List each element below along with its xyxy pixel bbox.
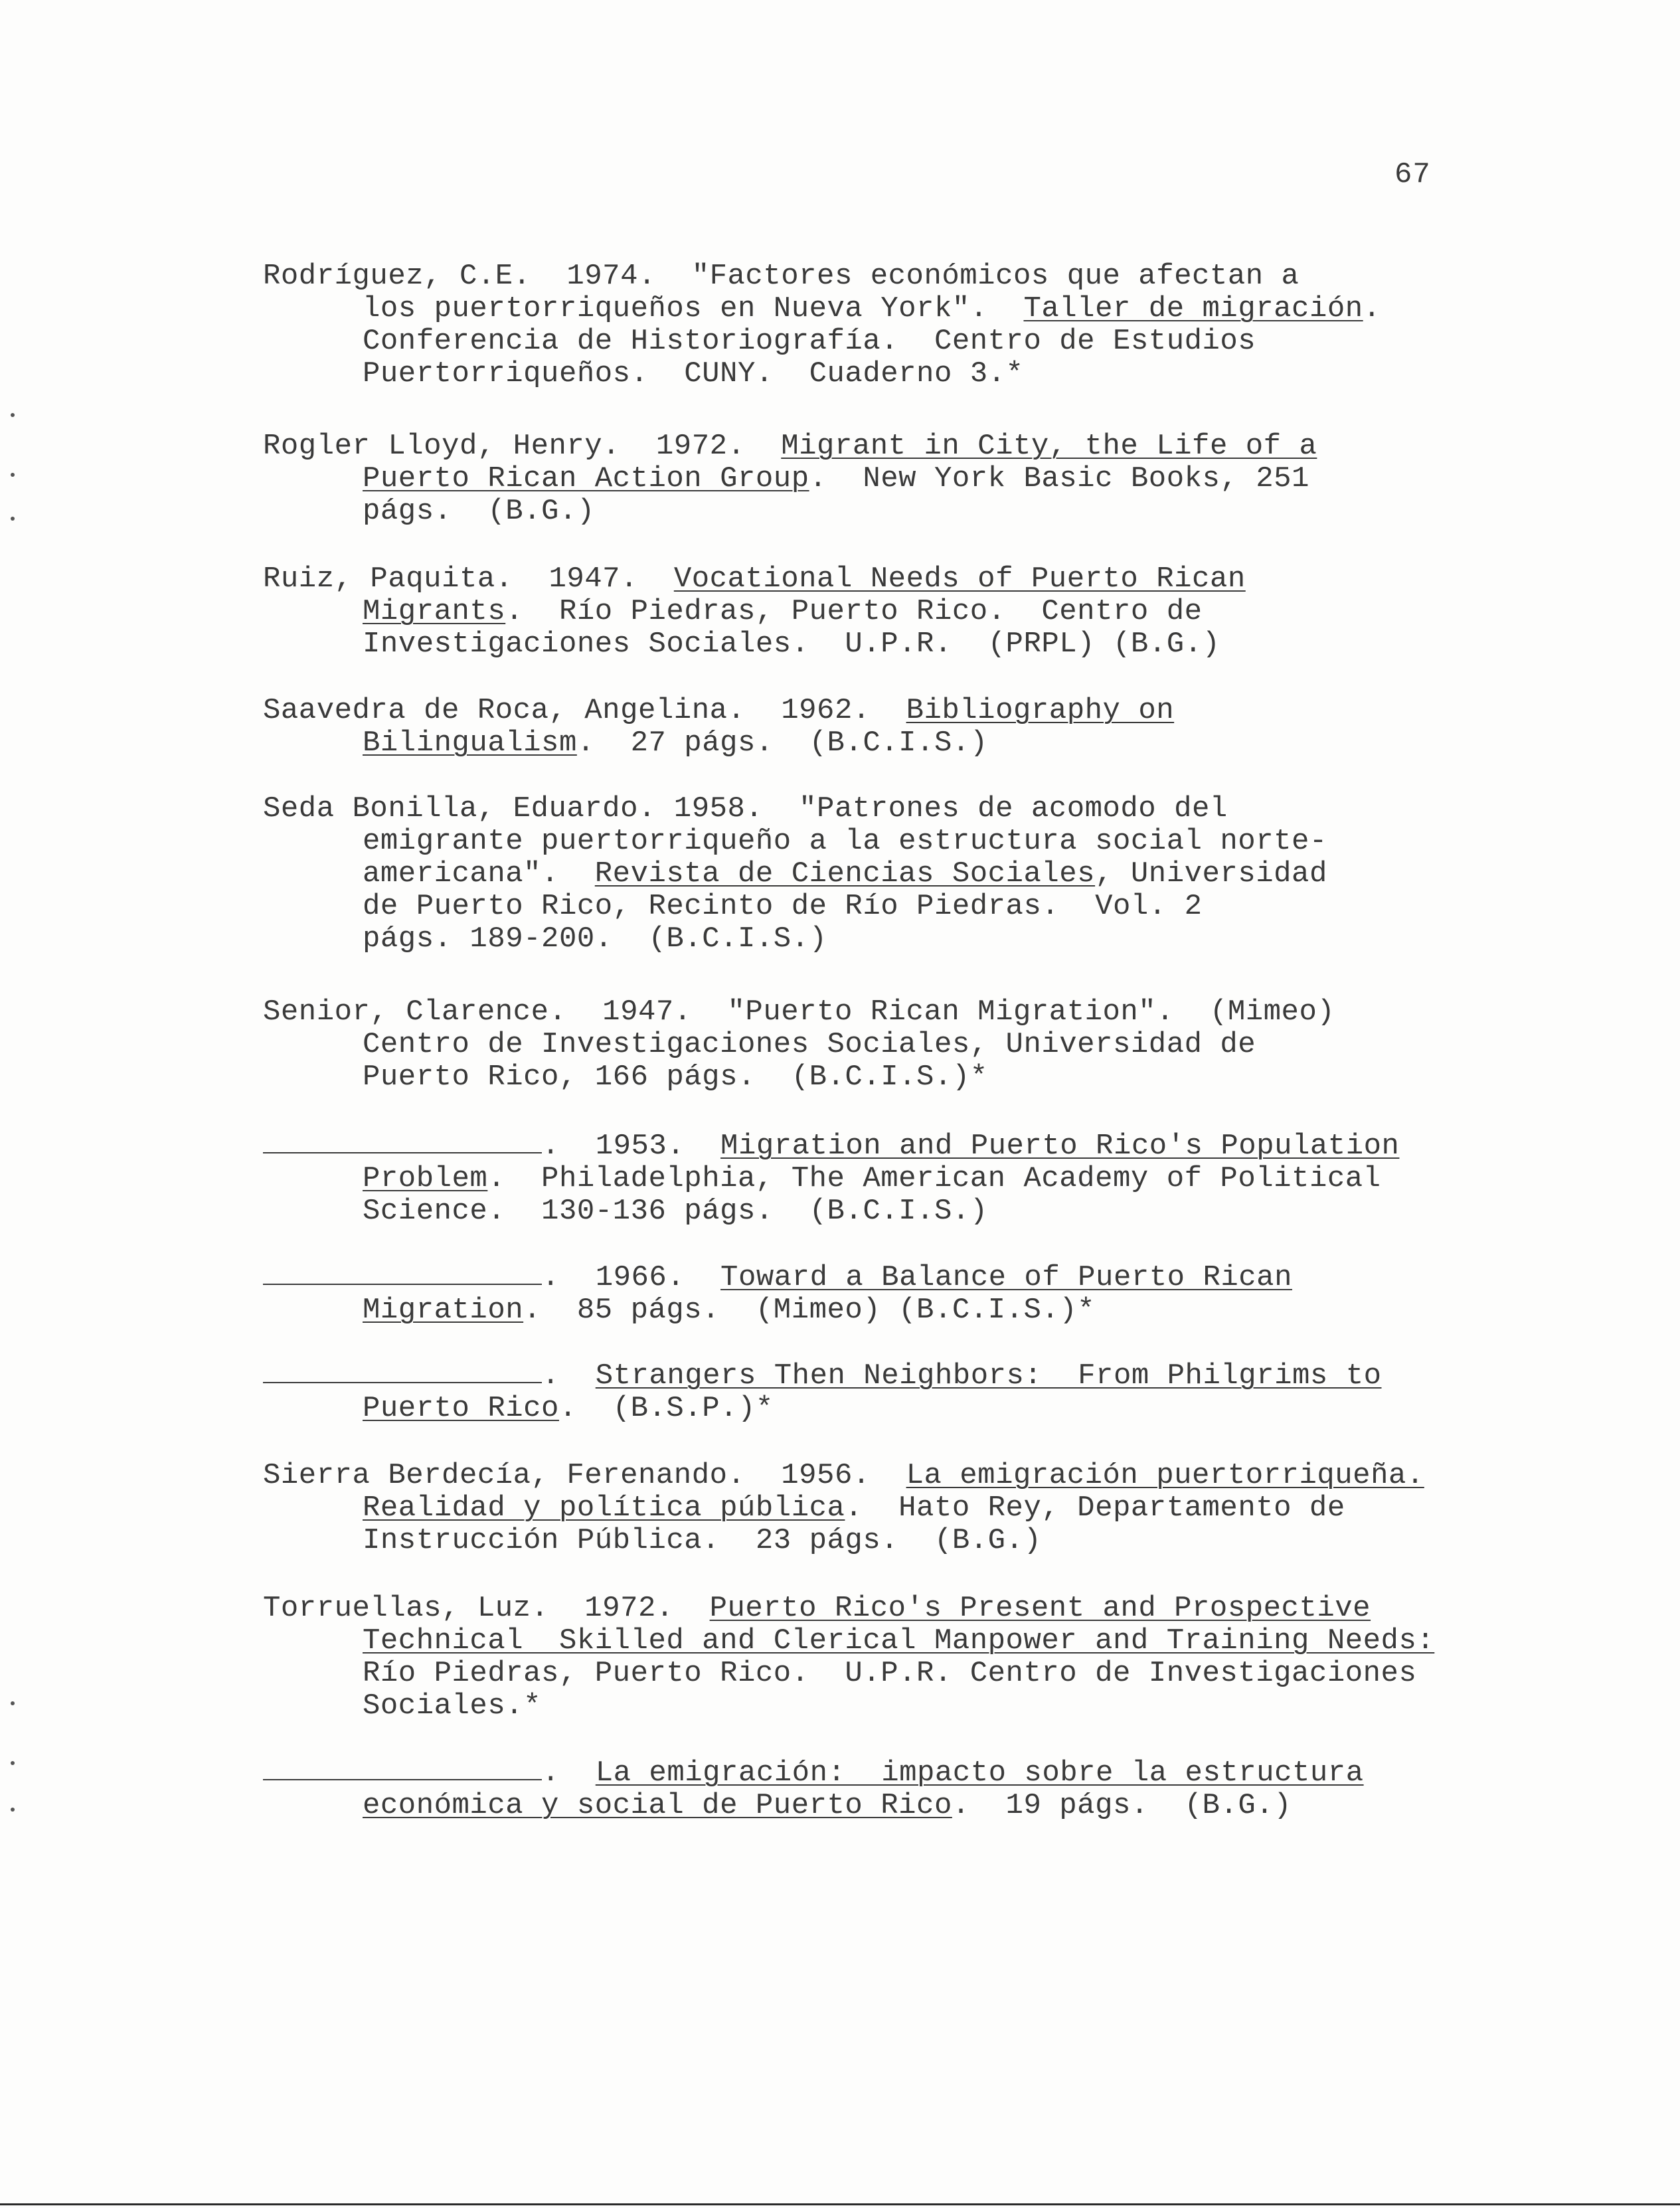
underlined-title: Problem [363, 1162, 488, 1195]
entry-text: Puerto Rico, 166 págs. (B.C.I.S.)* [363, 1061, 988, 1094]
punch-mark [11, 473, 15, 477]
entry-line [263, 1061, 1578, 1094]
entry-text: Sociales.* [363, 1689, 542, 1723]
entry-text: . 1953. [542, 1130, 721, 1163]
entry-line [263, 1790, 1578, 1822]
entry-text: emigrante puertorriqueño a la estructura social norte- [363, 825, 1327, 858]
underlined-title: Strangers Then Neighbors: From Philgrims to [595, 1359, 1382, 1393]
ditto-author-rule [263, 1276, 542, 1285]
entry-text: . 1966. [542, 1261, 721, 1294]
bibliography-entry [263, 1360, 1578, 1425]
page-number: 67 [1394, 158, 1431, 191]
entry-text: . [542, 1359, 596, 1393]
entry-line [263, 923, 1578, 956]
entry-line [263, 260, 1578, 293]
underlined-title: Bibliography on [906, 694, 1175, 727]
bibliography-entry [263, 695, 1578, 760]
punch-mark [11, 1808, 15, 1812]
bibliography-entry [263, 1460, 1578, 1557]
entry-line [263, 1525, 1578, 1557]
ditto-author-rule [263, 1771, 542, 1780]
entry-line [263, 1625, 1578, 1657]
entry-line [263, 1690, 1578, 1723]
underlined-title: Bilingualism [363, 726, 577, 760]
ditto-author-rule [263, 1144, 542, 1153]
punch-mark [11, 517, 15, 521]
entry-line [263, 1460, 1578, 1492]
underlined-title: Realidad y política pública [363, 1491, 845, 1525]
underlined-title: Puerto Rico [363, 1392, 559, 1425]
bibliography-entry [263, 1757, 1578, 1822]
bibliography-entry [263, 1130, 1578, 1228]
entry-line [263, 996, 1578, 1029]
entry-text: . [542, 1756, 596, 1790]
entry-line [263, 1130, 1578, 1163]
entry-text: Saavedra de Roca, Angelina. 1962. [263, 694, 906, 727]
entry-line [263, 1657, 1578, 1690]
entry-text: . Río Piedras, Puerto Rico. Centro de [505, 595, 1203, 628]
entry-line [263, 463, 1578, 495]
entry-text: Torruellas, Luz. 1972. [263, 1592, 710, 1625]
entry-text: Río Piedras, Puerto Rico. U.P.R. Centro de Investigaciones [363, 1657, 1417, 1690]
bibliography-entry [263, 430, 1578, 528]
underlined-title: Migration [363, 1294, 524, 1327]
page-edge-line [0, 2203, 1680, 2205]
entry-line [263, 1262, 1578, 1294]
underlined-title: Migrant in City, the Life of a [781, 430, 1317, 463]
entry-text: Seda Bonilla, Eduardo. 1958. "Patrones de acomodo del [263, 792, 1228, 825]
entry-line [263, 1592, 1578, 1625]
entry-line [263, 793, 1578, 825]
entry-text: págs. (B.G.) [363, 495, 595, 528]
entry-text: . [1363, 292, 1381, 325]
underlined-title: Puerto Rico's Present and Prospective [709, 1592, 1371, 1625]
entry-line [263, 727, 1578, 760]
entry-text: . 85 págs. (Mimeo) (B.C.I.S.)* [523, 1294, 1096, 1327]
entry-text: americana". [363, 857, 595, 891]
entry-line [263, 628, 1578, 661]
entry-text: Ruiz, Paquita. 1947. [263, 562, 674, 596]
entry-text: Centro de Investigaciones Sociales, Universidad de [363, 1028, 1256, 1061]
entry-text: Rodríguez, C.E. 1974. "Factores económicos que afectan a [263, 260, 1300, 293]
entry-text: . Philadelphia, The American Academy of Political [487, 1162, 1381, 1195]
entry-text: Instrucción Pública. 23 págs. (B.G.) [363, 1524, 1042, 1557]
entry-line [263, 1163, 1578, 1195]
underlined-title: Toward a Balance of Puerto Rican [720, 1261, 1292, 1294]
entry-line [263, 1294, 1578, 1327]
entry-text: Rogler Lloyd, Henry. 1972. [263, 430, 782, 463]
entry-text: Investigaciones Sociales. U.P.R. (PRPL) (B.G.) [363, 628, 1220, 661]
underlined-title: Technical Skilled and Clerical Manpower and Training Needs: [363, 1624, 1435, 1657]
entry-text: . 27 págs. (B.C.I.S.) [576, 726, 988, 760]
bibliography-entry [263, 1262, 1578, 1327]
entry-line [263, 1029, 1578, 1061]
entry-line [263, 1492, 1578, 1525]
entry-text: Senior, Clarence. 1947. "Puerto Rican Migration". (Mimeo) [263, 995, 1335, 1029]
entry-text: Science. 130-136 págs. (B.C.I.S.) [363, 1195, 988, 1228]
underlined-title: Vocational Needs of Puerto Rican [673, 562, 1246, 596]
entry-text: Sierra Berdecía, Ferenando. 1956. [263, 1459, 906, 1492]
entry-text: Conferencia de Historiografía. Centro de Estudios [363, 325, 1256, 358]
bibliography-entry [263, 793, 1578, 956]
punch-mark [11, 1701, 15, 1705]
entry-line [263, 325, 1578, 358]
underlined-title: La emigración: impacto sobre la estructura [595, 1756, 1364, 1790]
entry-line [263, 293, 1578, 325]
entry-line [263, 1360, 1578, 1393]
bibliography-entry [263, 996, 1578, 1094]
entry-line [263, 430, 1578, 463]
entry-text: págs. 189-200. (B.C.I.S.) [363, 922, 827, 956]
punch-mark [11, 1761, 15, 1765]
entry-text: Puertorriqueños. CUNY. Cuaderno 3.* [363, 357, 1024, 390]
entry-line [263, 1393, 1578, 1425]
entry-line [263, 1757, 1578, 1790]
entry-line [263, 563, 1578, 596]
entry-line [263, 825, 1578, 858]
underlined-title: Migration and Puerto Rico's Population [720, 1130, 1400, 1163]
underlined-title: económica y social de Puerto Rico [363, 1789, 952, 1822]
bibliography-entry [263, 260, 1578, 390]
entry-text: de Puerto Rico, Recinto de Río Piedras. Vol. 2 [363, 890, 1203, 923]
entry-line [263, 1195, 1578, 1228]
entry-line [263, 858, 1578, 891]
entry-line [263, 596, 1578, 628]
entry-line [263, 695, 1578, 727]
entry-text: . (B.S.P.)* [558, 1392, 774, 1425]
underlined-title: Migrants [363, 595, 506, 628]
entry-line [263, 891, 1578, 923]
entry-text: los puertorriqueños en Nueva York". [363, 292, 1024, 325]
underlined-title: Revista de Ciencias Sociales [594, 857, 1096, 891]
underlined-title: Puerto Rican Action Group [363, 462, 809, 495]
bibliography-entry [263, 1592, 1578, 1723]
entry-text: . New York Basic Books, 251 [809, 462, 1309, 495]
punch-mark [11, 413, 15, 417]
ditto-author-rule [263, 1374, 542, 1383]
entry-text: . Hato Rey, Departamento de [845, 1491, 1345, 1525]
entry-line [263, 495, 1578, 528]
entry-text: . 19 págs. (B.G.) [952, 1789, 1292, 1822]
entry-line [263, 358, 1578, 390]
entry-text: , Universidad [1095, 857, 1327, 891]
underlined-title: Taller de migración [1023, 292, 1363, 325]
underlined-title: La emigración puertorriqueña. [906, 1459, 1424, 1492]
bibliography-entry [263, 563, 1578, 661]
